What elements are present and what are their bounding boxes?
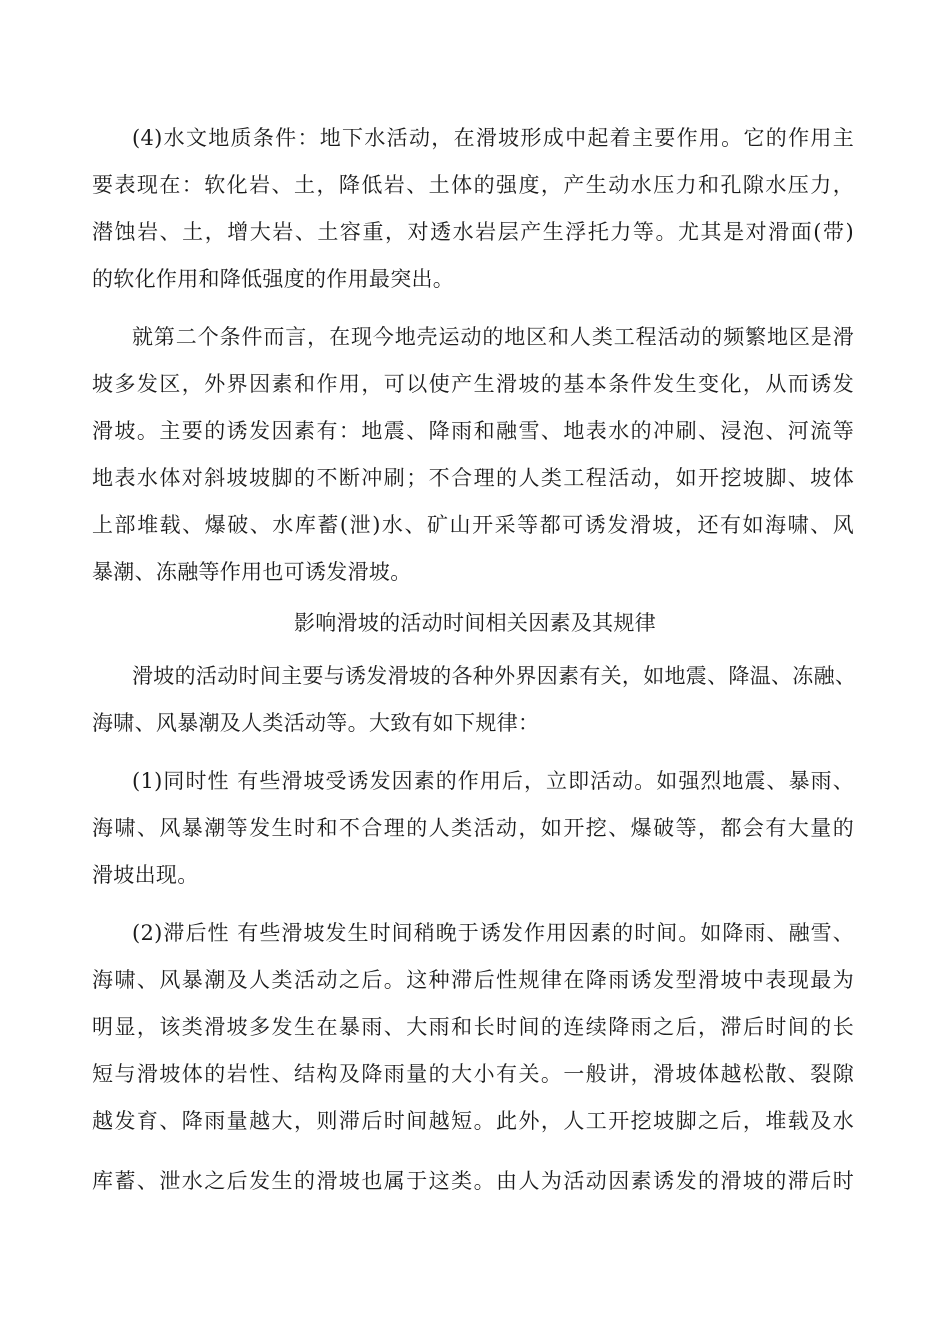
paragraph-2-line-2: 坡多发区，外界因素和作用，可以使产生滑坡的基本条件发生变化，从而诱发 (92, 372, 854, 396)
paragraph-1-line-4: 的软化作用和降低强度的作用最突出。 (92, 267, 455, 291)
paragraph-2-line-3: 滑坡。主要的诱发因素有：地震、降雨和融雪、地表水的冲刷、浸泡、河流等 (92, 419, 854, 443)
paragraph-4-line-3: 滑坡出现。 (92, 863, 199, 887)
paragraph-1-line-3: 潜蚀岩、土，增大岩、土容重，对透水岩层产生浮托力等。尤其是对滑面(带) (92, 220, 854, 244)
paragraph-2-line-6: 暴潮、冻融等作用也可诱发滑坡。 (92, 560, 412, 584)
paragraph-2-line-1: 就第二个条件而言，在现今地壳运动的地区和人类工程活动的频繁地区是滑 (132, 325, 854, 349)
paragraph-5-line-5: 越发育、降雨量越大，则滞后时间越短。此外，人工开挖坡脚之后，堆载及水 (92, 1109, 854, 1133)
paragraph-5-line-4: 短与滑坡体的岩性、结构及降雨量的大小有关。一般讲，滑坡体越松散、裂隙 (92, 1062, 854, 1086)
paragraph-5-line-6: 库蓄、泄水之后发生的滑坡也属于这类。由人为活动因素诱发的滑坡的滞后时 (92, 1169, 854, 1193)
paragraph-5-line-2: 海啸、风暴潮及人类活动之后。这种滞后性规律在降雨诱发型滑坡中表现最为 (92, 968, 854, 992)
paragraph-5-line-1: (2)滞后性 有些滑坡发生时间稍晚于诱发作用因素的时间。如降雨、融雪、 (132, 921, 854, 945)
paragraph-1-line-2: 要表现在：软化岩、土，降低岩、土体的强度，产生动水压力和孔隙水压力， (92, 173, 854, 197)
paragraph-2-line-5: 上部堆载、爆破、水库蓄(泄)水、矿山开采等都可诱发滑坡，还有如海啸、风 (92, 513, 854, 537)
paragraph-4-line-1: (1)同时性 有些滑坡受诱发因素的作用后，立即活动。如强烈地震、暴雨、 (132, 769, 854, 793)
paragraph-5-line-3: 明显，该类滑坡多发生在暴雨、大雨和长时间的连续降雨之后，滞后时间的长 (92, 1015, 854, 1039)
paragraph-3-line-1: 滑坡的活动时间主要与诱发滑坡的各种外界因素有关，如地震、降温、冻融、 (132, 664, 857, 688)
paragraph-3-line-2: 海啸、风暴潮及人类活动等。大致有如下规律： (92, 711, 540, 735)
paragraph-2-line-4: 地表水体对斜坡坡脚的不断冲刷；不合理的人类工程活动，如开挖坡脚、坡体 (92, 466, 854, 490)
paragraph-4-line-2: 海啸、风暴潮等发生时和不合理的人类活动，如开挖、爆破等，都会有大量的 (92, 816, 854, 840)
section-heading: 影响滑坡的活动时间相关因素及其规律 (293, 611, 657, 635)
paragraph-1-line-1: (4)水文地质条件：地下水活动，在滑坡形成中起着主要作用。它的作用主 (132, 126, 854, 150)
